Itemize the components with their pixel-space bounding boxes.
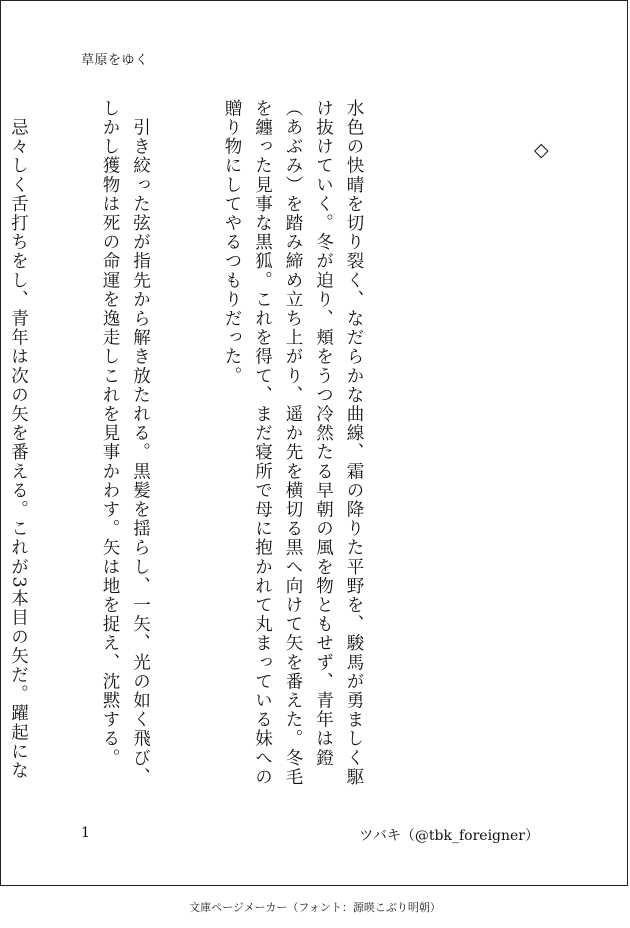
section-mark-diamond: ◇ (534, 139, 549, 161)
paragraph-3: 忌々しく舌打ちをし、青年は次の矢を番える。これが3本目の矢だ。躍起にな (8, 118, 29, 781)
paragraph-2: 引き絞った弦が指先から解き放たれる。黒髪を揺らし、一矢、光の如く飛び、しかし獲物は死の命運を逸走しこれを見事かわす。矢は地を捉え、沈黙する。 (100, 99, 151, 787)
vertical-body-text (8, 99, 491, 789)
page-header-title: 草原をゆく (81, 53, 149, 68)
author-credit: ツバキ（@tbk_foreigner） (359, 828, 539, 844)
generator-footer: 文庫ページメーカー（フォント：源暎こぶり明朝） (189, 901, 441, 914)
page-number: 1 (81, 825, 90, 841)
paragraph-1: 水色の快晴を切り裂く、なだらかな曲線、霜の降りた平野を、駿馬が勇ましく駆け抜けていく。冬が迫り、頬をうつ冷然たる早朝の風を物ともせず、青年は鐙（あぶみ）を踏み締め立ち上がり、遥か先を横切る黒へ向けて矢を番えた。冬毛を纏った見事な黒狐。これを得て、まだ寝所で母に抱かれて丸まっている妹への贈り物にしてやるつもりだった。 (222, 99, 364, 787)
